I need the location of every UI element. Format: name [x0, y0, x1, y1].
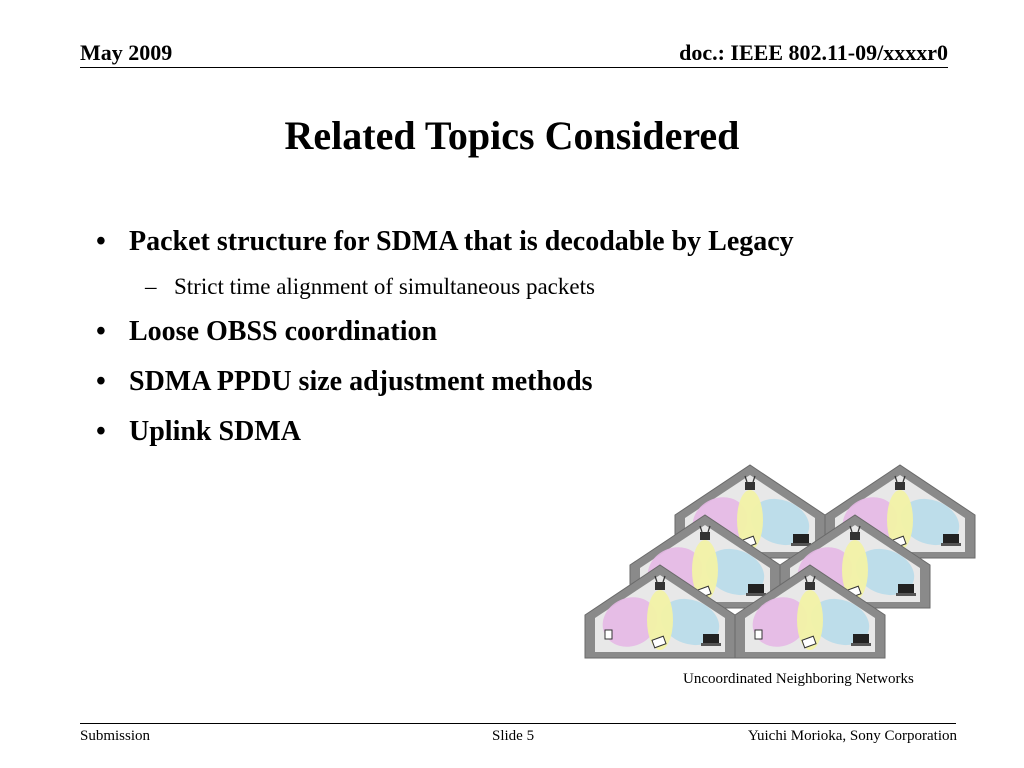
slide-title: Related Topics Considered	[284, 113, 740, 158]
footer-author: Yuichi Morioka, Sony Corporation	[747, 728, 957, 744]
header-date: May 2009	[80, 40, 173, 65]
header-divider	[80, 67, 948, 68]
footer-divider	[80, 723, 956, 724]
footer-slide-number: Slide 5	[492, 728, 535, 744]
bullet-text: Uplink SDMA	[129, 416, 301, 447]
neighboring-networks-illustration	[580, 460, 980, 665]
bullet-marker: •	[96, 416, 106, 447]
sub-bullet-text: Strict time alignment of simultaneous packets	[174, 274, 595, 299]
bullet-text: Loose OBSS coordination	[129, 316, 438, 347]
sub-bullet-marker: –	[145, 274, 157, 299]
bullet-text: Packet structure for SDMA that is decodable by Legacy	[129, 226, 794, 257]
bullet-marker: •	[96, 366, 106, 397]
bullet-text: SDMA PPDU size adjustment methods	[129, 366, 593, 397]
footer-submission: Submission	[80, 728, 151, 744]
header-doc-id: doc.: IEEE 802.11-09/xxxxr0	[679, 40, 948, 65]
figure-caption: Uncoordinated Neighboring Networks	[683, 671, 914, 687]
bullet-marker: •	[96, 226, 106, 257]
bullet-marker: •	[96, 316, 106, 347]
